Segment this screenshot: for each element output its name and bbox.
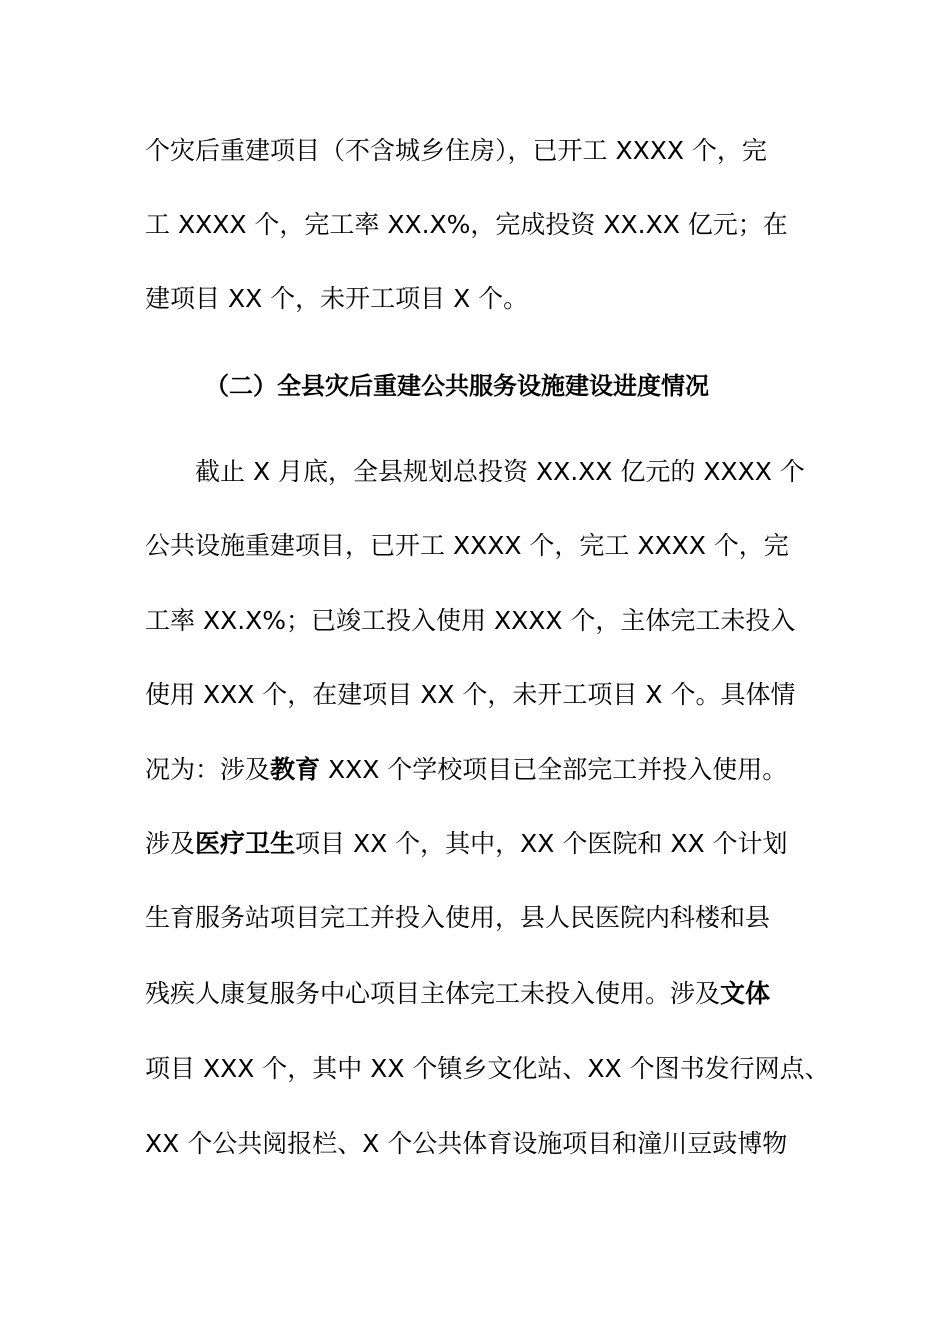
- paragraph-line: 工率 XX.X%；已竣工投入使用 XXXX 个，主体完工未投入: [145, 606, 796, 635]
- bold-keyword: 文体: [720, 979, 771, 1008]
- paragraph-line: 项目 XXX 个，其中 XX 个镇乡文化站、XX 个图书发行网点、: [145, 1054, 830, 1083]
- bold-keyword: 教育: [270, 755, 321, 784]
- section-heading: （二）全县灾后重建公共服务设施建设进度情况: [205, 372, 709, 400]
- paragraph-line: 公共设施重建项目，已开工 XXXX 个，完工 XXXX 个，完: [145, 531, 789, 560]
- paragraph-line: 建项目 XX 个，未开工项目 X 个。: [145, 284, 529, 313]
- paragraph-line: 使用 XXX 个，在建项目 XX 个，未开工项目 X 个。具体情: [145, 680, 796, 709]
- bold-keyword: 医疗卫生: [195, 829, 296, 858]
- text-run: 况为：涉及: [145, 755, 271, 784]
- paragraph-line: 个灾后重建项目（不含城乡住房），已开工 XXXX 个，完: [145, 136, 767, 165]
- paragraph-line: [145, 754, 787, 786]
- paragraph-line: 生育服务站项目完工并投入使用，县人民医院内科楼和县: [145, 903, 771, 932]
- paragraph-line: [145, 828, 788, 860]
- text-run: 项目 XX 个，其中，XX 个医院和 XX 个计划: [295, 829, 788, 858]
- paragraph-line: 工 XXXX 个，完工率 XX.X%，完成投资 XX.XX 亿元；在: [145, 210, 788, 239]
- paragraph-line: XX 个公共阅报栏、X 个公共体育设施项目和潼川豆豉博物: [145, 1129, 788, 1158]
- paragraph-line: 截止 X 月底，全县规划总投资 XX.XX 亿元的 XXXX 个: [195, 457, 805, 486]
- paragraph-line: [145, 978, 770, 1010]
- text-run: 残疾人康复服务中心项目主体完工未投入使用。涉及: [145, 979, 721, 1008]
- text-run: XXX 个学校项目已全部完工并投入使用。: [320, 755, 788, 784]
- text-run: 涉及: [145, 829, 196, 858]
